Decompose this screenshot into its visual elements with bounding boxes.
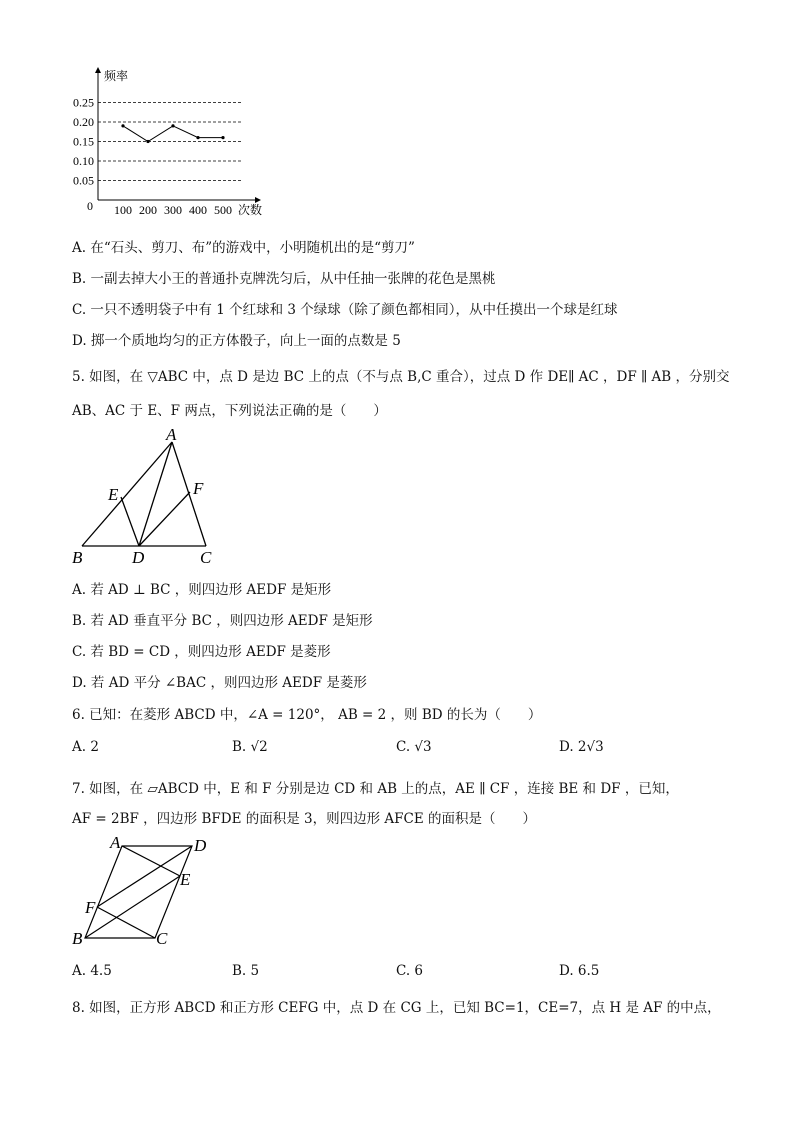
- q7-label-c: C: [156, 929, 168, 948]
- x-tick-label: 200: [139, 203, 157, 217]
- q4-option-a: A. 在“石头、剪刀、布”的游戏中，小明随机出的是“剪刀”: [72, 240, 415, 256]
- y-tick-label: 0.25: [73, 95, 94, 110]
- q7-option-b: B. 5: [232, 963, 260, 979]
- frequency-line-chart: [60, 62, 290, 222]
- q7-parallelogram-figure: [68, 834, 218, 954]
- data-point: [221, 136, 224, 139]
- q5-option-c: C. 若 BD = CD ，则四边形 AEDF 是菱形: [72, 644, 331, 660]
- q7-label-b: B: [72, 929, 83, 948]
- q4-option-d: D. 掷一个质地均匀的正方体骰子，向上一面的点数是 5: [72, 333, 401, 349]
- chart-gridlines: [98, 103, 242, 181]
- q6-stem: 6. 已知：在菱形 ABCD 中，∠A = 120°， AB = 2 ，则 BD 的长为（ ）: [72, 707, 542, 723]
- q4-option-c: C. 一只不透明袋子中有 1 个红球和 3 个绿球（除了颜色都相同），从中任摸出一个球是红球: [72, 302, 618, 318]
- q5-label-f: F: [193, 479, 204, 498]
- q6-option-a: A. 2: [72, 739, 99, 755]
- q7-option-c: C. 6: [396, 963, 424, 979]
- q5-triangle-figure: [68, 425, 228, 570]
- x-tick-label: 300: [164, 203, 182, 217]
- data-point: [146, 140, 149, 143]
- q5-label-e: E: [108, 485, 119, 504]
- q6-option-c: C. √3: [396, 739, 432, 755]
- q5-option-d: D. 若 AD 平分 ∠BAC ，则四边形 AEDF 是菱形: [72, 675, 367, 691]
- x-tick-label: 500: [214, 203, 232, 217]
- q7-label-a: A: [110, 834, 121, 852]
- q4-option-b: B. 一副去掉大小王的普通扑克牌洗匀后，从中任抽一张牌的花色是黑桃: [72, 271, 496, 287]
- q7-label-d: D: [194, 836, 207, 855]
- y-tick-label: 0.10: [73, 154, 94, 168]
- y-tick-label: 0.20: [73, 115, 94, 129]
- data-point: [121, 124, 124, 127]
- q5-stem-line1: 5. 如图，在 ▽ABC 中，点 D 是边 BC 上的点（不与点 B,C 重合），过点 D 作 DE∥ AC ，DF ∥ AB ，分别交: [72, 369, 730, 385]
- q5-option-a: A. 若 AD ⊥ BC ，则四边形 AEDF 是矩形: [72, 582, 332, 598]
- data-point: [196, 136, 199, 139]
- q7-option-d: D. 6.5: [559, 963, 600, 979]
- q5-label-a: A: [166, 425, 177, 444]
- q7-label-f: F: [85, 898, 96, 917]
- y-tick-label: 0.05: [73, 173, 94, 188]
- data-point: [171, 124, 174, 127]
- series-line: [123, 126, 223, 142]
- q5-option-b: B. 若 AD 垂直平分 BC ，则四边形 AEDF 是矩形: [72, 613, 373, 629]
- y-tick-label: 0.15: [73, 134, 94, 149]
- q5-label-d: D: [132, 548, 145, 567]
- x-axis-title: 次数: [238, 203, 263, 217]
- q6-option-d: D. 2√3: [559, 739, 604, 755]
- q7-label-e: E: [180, 870, 191, 889]
- x-tick-label: 400: [189, 203, 207, 217]
- q6-option-b: B. √2: [232, 739, 268, 755]
- q5-stem-line2: AB、AC 于 E、F 两点，下列说法正确的是（ ）: [72, 403, 387, 419]
- q8-stem-line1: 8. 如图，正方形 ABCD 和正方形 CEFG 中，点 D 在 CG 上，已知 BC=1，CE=7，点 H 是 AF 的中点，: [72, 1000, 721, 1016]
- q7-stem-line1: 7. 如图，在 ▱ABCD 中，E 和 F 分别是边 CD 和 AB 上的点，AE ∥ CF ，连接 BE 和 DF ，已知，: [72, 781, 679, 797]
- q7-option-a: A. 4.5: [72, 963, 112, 979]
- q5-label-c: C: [200, 548, 212, 567]
- q7-stem-line2: AF = 2BF ，四边形 BFDE 的面积是 3，则四边形 AFCE 的面积是（ ）: [72, 811, 536, 827]
- origin-label: 0: [87, 199, 93, 213]
- x-tick-label: 100: [114, 203, 132, 217]
- q5-label-b: B: [72, 548, 83, 567]
- y-axis-title: 频率: [104, 69, 129, 83]
